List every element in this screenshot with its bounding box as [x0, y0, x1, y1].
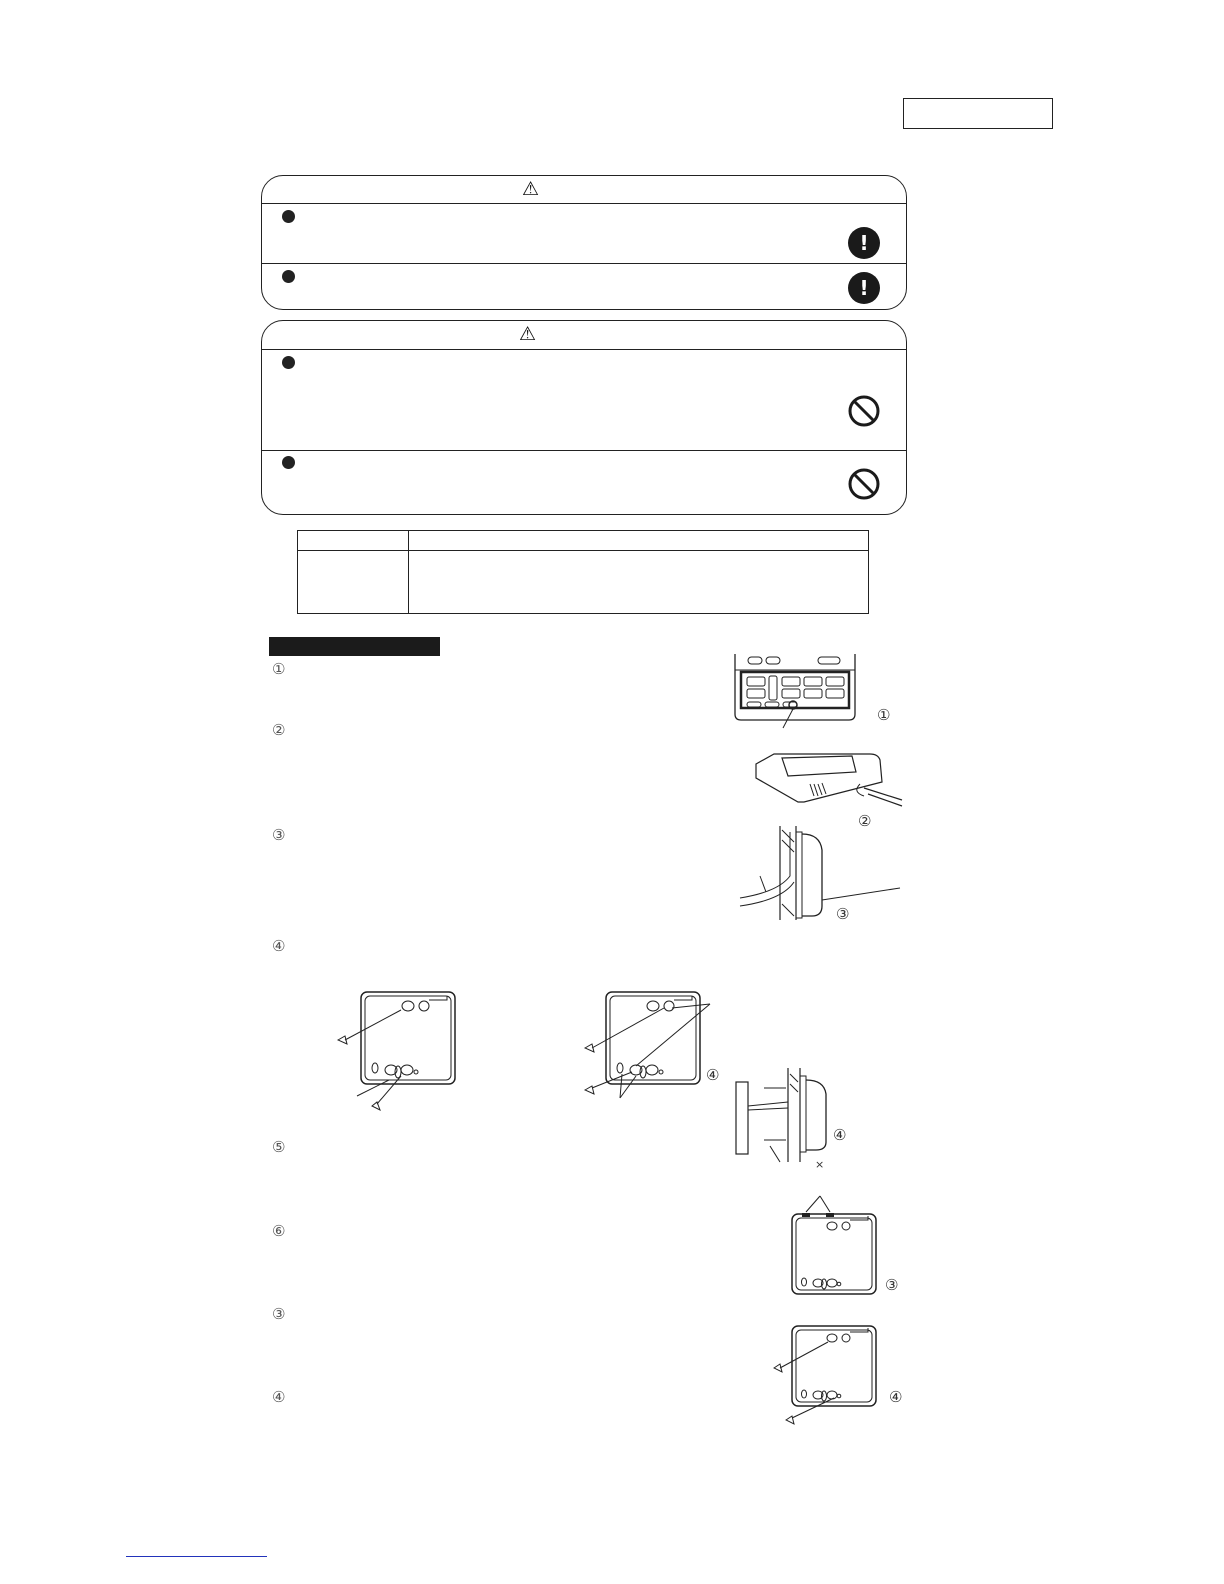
step-number: ③	[272, 826, 286, 844]
mandatory-icon: !	[848, 227, 880, 259]
table-divider	[408, 531, 409, 613]
spec-table	[297, 530, 869, 614]
step-number: ④	[272, 1388, 286, 1406]
figure-label: ×	[815, 1158, 825, 1171]
section-title-bar	[269, 637, 440, 656]
prohibited-icon	[848, 468, 880, 500]
caution-panel	[261, 320, 907, 515]
step-number: ⑥	[272, 1222, 286, 1240]
caution-triangle-icon: ⚠	[519, 323, 537, 345]
figure-label: ④	[889, 1388, 903, 1406]
step-number: ②	[272, 721, 286, 739]
bullet-icon	[282, 270, 295, 283]
divider	[262, 349, 906, 350]
back-plate-screws-figure	[770, 1322, 880, 1428]
bullet-icon	[282, 356, 295, 369]
document-code-box	[903, 98, 1053, 129]
footer-link[interactable]	[126, 1556, 267, 1557]
bullet-icon	[282, 210, 295, 223]
figure-label: ③	[836, 905, 850, 923]
step-number: ④	[272, 937, 286, 955]
divider	[262, 450, 906, 451]
divider	[262, 203, 906, 204]
bullet-icon	[282, 456, 295, 469]
step-number: ①	[272, 660, 286, 678]
figure-label: ④	[833, 1126, 847, 1144]
warning-panel	[261, 175, 907, 310]
step-number: ⑤	[272, 1138, 286, 1156]
prohibited-icon	[848, 395, 880, 427]
mandatory-icon: !	[848, 272, 880, 304]
wall-mount-side-figure	[738, 822, 904, 922]
figure-label: ④	[706, 1066, 720, 1084]
step-number: ③	[272, 1305, 286, 1323]
remote-controller-figure	[730, 652, 860, 732]
remote-opening-figure	[752, 748, 904, 808]
back-plate-screws-figure	[335, 990, 460, 1115]
figure-label: ③	[885, 1276, 899, 1294]
cover-side-figure	[734, 1066, 847, 1166]
back-plate-tabs-figure	[788, 1194, 880, 1298]
figure-label: ②	[858, 812, 872, 830]
figure-label: ①	[877, 706, 891, 724]
back-plate-screws-figure	[580, 990, 730, 1110]
table-divider	[298, 550, 868, 551]
divider	[262, 263, 906, 264]
warning-triangle-icon: ⚠	[522, 178, 540, 200]
